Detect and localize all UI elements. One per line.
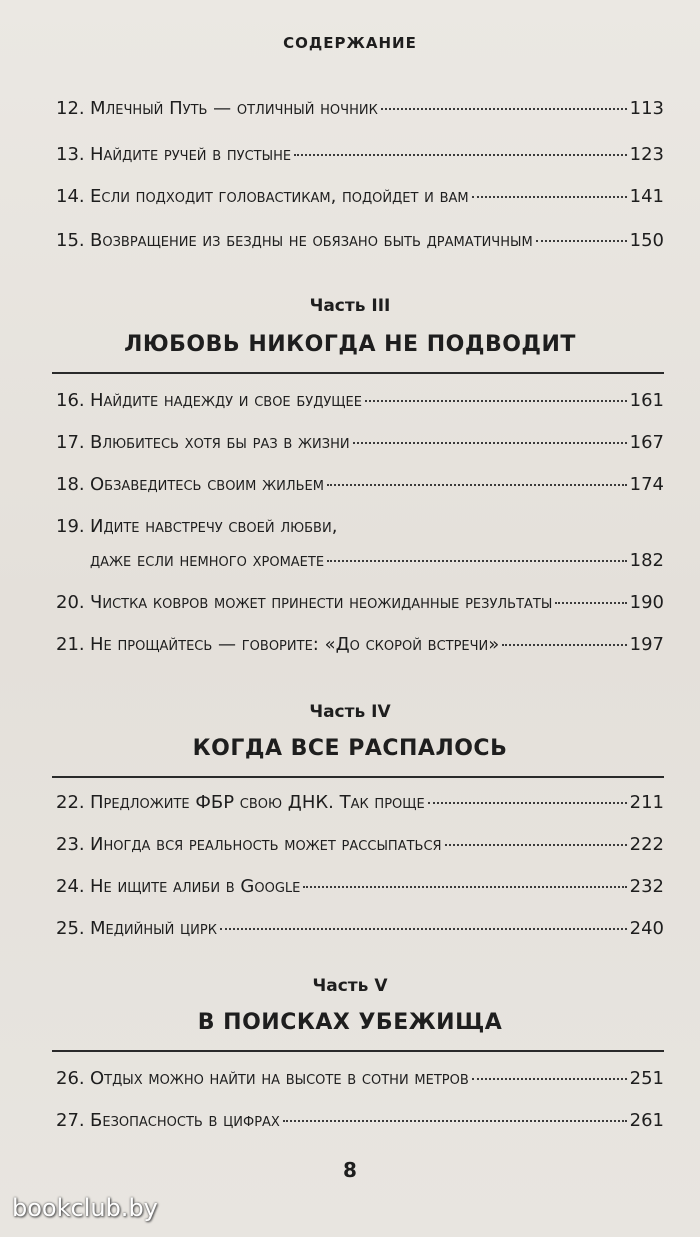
- entry-title: Медийный цирк: [90, 918, 217, 939]
- entry-title: Чистка ковров может принести неожиданные результаты: [90, 592, 553, 613]
- part-divider: [52, 1050, 664, 1052]
- toc-entry-17[interactable]: [56, 432, 664, 453]
- entry-page: 161: [629, 390, 664, 411]
- part-title-5: В ПОИСКАХ УБЕЖИЩА: [197, 1010, 503, 1035]
- toc-entry-26[interactable]: [56, 1068, 664, 1089]
- part-label-4: Часть IV: [309, 702, 391, 722]
- running-header: СОДЕРЖАНИЕ: [283, 34, 417, 52]
- entry-number: 21.: [56, 634, 85, 655]
- entry-page: 240: [629, 918, 664, 939]
- entry-number: 27.: [56, 1110, 85, 1131]
- part-divider: [52, 776, 664, 778]
- entry-title: Предложите ФБР свою ДНК. Так проще: [90, 792, 425, 813]
- entry-number: 19.: [56, 516, 85, 537]
- entry-title-continued: даже если немного хромаете: [90, 550, 325, 571]
- toc-entry-13[interactable]: [56, 144, 664, 165]
- part-label-3: Часть III: [309, 296, 391, 316]
- part-label-5: Часть V: [312, 976, 388, 996]
- part-divider: [52, 372, 664, 374]
- entry-number: 15.: [56, 230, 85, 251]
- entry-page: 141: [629, 186, 664, 207]
- entry-page: 190: [629, 592, 664, 613]
- entry-number: 17.: [56, 432, 85, 453]
- entry-number: 16.: [56, 390, 85, 411]
- dot-leader: [283, 1120, 627, 1122]
- toc-entry-23[interactable]: [56, 834, 664, 855]
- entry-title: Не ищите алиби в Google: [90, 876, 301, 897]
- entry-title: Иногда вся реальность может рассыпаться: [90, 834, 442, 855]
- entry-number: 20.: [56, 592, 85, 613]
- toc-entry-24[interactable]: [56, 876, 664, 897]
- entry-page: 261: [629, 1110, 664, 1131]
- dot-leader: [327, 560, 627, 562]
- toc-entry-19-continued[interactable]: [90, 550, 664, 571]
- entry-number: 13.: [56, 144, 85, 165]
- entry-page: 123: [629, 144, 664, 165]
- toc-entry-21[interactable]: [56, 634, 664, 655]
- entry-title: Найдите надежду и свое будущее: [90, 390, 362, 411]
- toc-entry-18[interactable]: [56, 474, 664, 495]
- part-title-3: ЛЮБОВЬ НИКОГДА НЕ ПОДВОДИТ: [124, 332, 576, 357]
- entry-title: Обзаведитесь своим жильем: [90, 474, 324, 495]
- entry-title: Влюбитесь хотя бы раз в жизни: [90, 432, 350, 453]
- entry-page: 197: [629, 634, 664, 655]
- toc-entry-12[interactable]: [56, 98, 664, 119]
- entry-page: 182: [629, 550, 664, 571]
- dot-leader: [502, 644, 626, 646]
- watermark: bookclub.by: [12, 1194, 158, 1222]
- entry-number: 18.: [56, 474, 85, 495]
- entry-number: 25.: [56, 918, 85, 939]
- toc-entry-25[interactable]: [56, 918, 664, 939]
- entry-title: Найдите ручей в пустыне: [90, 144, 292, 165]
- toc-entry-15[interactable]: [56, 230, 664, 251]
- entry-title: Отдых можно найти на высоте в сотни метров: [90, 1068, 469, 1089]
- entry-title: Не прощайтесь — говорите: «До скорой встречи»: [90, 634, 500, 655]
- entry-number: 23.: [56, 834, 85, 855]
- entry-title: Если подходит головастикам, подойдет и вам: [90, 186, 469, 207]
- entry-title: Идите навстречу своей любви,: [90, 516, 338, 537]
- entry-page: 232: [629, 876, 664, 897]
- dot-leader: [472, 196, 627, 198]
- entry-page: 211: [629, 792, 664, 813]
- entry-page: 150: [629, 230, 664, 251]
- entry-title: Возвращение из бездны не обязано быть драматичным: [90, 230, 533, 251]
- entry-title: Млечный Путь — отличный ночник: [90, 98, 378, 119]
- dot-leader: [472, 1078, 627, 1080]
- dot-leader: [303, 886, 626, 888]
- dot-leader: [381, 108, 627, 110]
- dot-leader: [220, 928, 627, 930]
- entry-number: 24.: [56, 876, 85, 897]
- toc-entry-19[interactable]: [56, 516, 664, 537]
- dot-leader: [428, 802, 627, 804]
- entry-page: 174: [629, 474, 664, 495]
- part-title-4: КОГДА ВСЕ РАСПАЛОСЬ: [192, 736, 508, 761]
- entry-page: 167: [629, 432, 664, 453]
- toc-entry-16[interactable]: [56, 390, 664, 411]
- dot-leader: [294, 154, 627, 156]
- toc-entry-14[interactable]: [56, 186, 664, 207]
- entry-title: Безопасность в цифрах: [90, 1110, 280, 1131]
- entry-number: 12.: [56, 98, 85, 119]
- entry-number: 26.: [56, 1068, 85, 1089]
- toc-entry-22[interactable]: [56, 792, 664, 813]
- page-number: 8: [343, 1158, 357, 1182]
- entry-page: 222: [629, 834, 664, 855]
- toc-entry-20[interactable]: [56, 592, 664, 613]
- dot-leader: [555, 602, 626, 604]
- entry-page: 113: [629, 98, 664, 119]
- dot-leader: [445, 844, 627, 846]
- dot-leader: [327, 484, 627, 486]
- toc-entry-27[interactable]: [56, 1110, 664, 1131]
- entry-number: 22.: [56, 792, 85, 813]
- dot-leader: [365, 400, 627, 402]
- entry-page: 251: [629, 1068, 664, 1089]
- entry-number: 14.: [56, 186, 85, 207]
- dot-leader: [536, 240, 627, 242]
- dot-leader: [353, 442, 627, 444]
